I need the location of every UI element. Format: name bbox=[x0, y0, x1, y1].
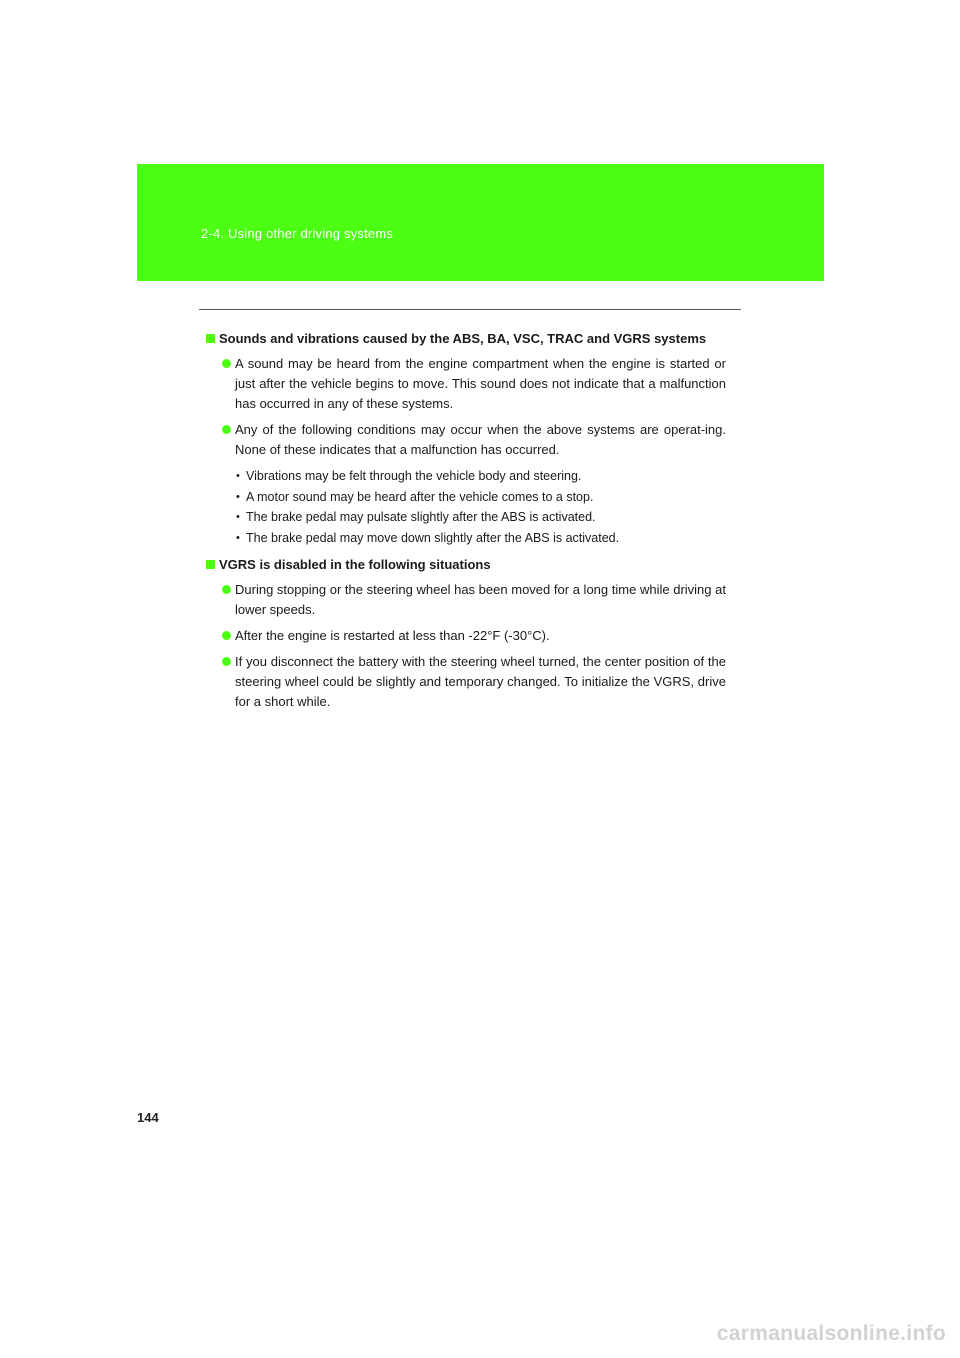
subheading-sounds: Sounds and vibrations caused by the ABS, BA, VSC, TRAC and VGRS systems bbox=[206, 330, 726, 348]
circle-bullet-icon bbox=[222, 657, 231, 666]
square-bullet-icon bbox=[206, 560, 215, 569]
condition-list bbox=[236, 466, 726, 548]
list-item: A sound may be heard from the engine compartment when the engine is started or just after the vehicle begins to move. This sound does not indicate that a malfunction has occurred in any of these systems. bbox=[222, 354, 726, 414]
section-title: 2-4. Using other driving systems bbox=[201, 226, 394, 241]
subheading-vgrs: VGRS is disabled in the following situations bbox=[206, 556, 726, 574]
header-band bbox=[137, 164, 824, 281]
square-bullet-icon bbox=[206, 334, 215, 343]
list-item: If you disconnect the battery with the steering wheel turned, the center position of the steering wheel could be slightly and temporary changed. To initialize the VGRS, drive for a short while. bbox=[222, 652, 726, 712]
page-number: 144 bbox=[137, 1110, 159, 1125]
list-item: Any of the following conditions may occur when the above systems are operat-ing. None of these indicates that a malfunction has occurred. bbox=[222, 420, 726, 460]
circle-bullet-icon bbox=[222, 359, 231, 368]
watermark: carmanualsonline.info bbox=[716, 1322, 946, 1345]
content bbox=[206, 330, 726, 718]
condition-item: • The brake pedal may pulsate slightly after the ABS is activated. bbox=[236, 510, 596, 524]
circle-bullet-icon bbox=[222, 585, 231, 594]
condition-item: • The brake pedal may move down slightly after the ABS is activated. bbox=[236, 530, 620, 545]
circle-bullet-icon bbox=[222, 631, 231, 640]
list-item: During stopping or the steering wheel has been moved for a long time while driving at lower speeds. bbox=[222, 580, 726, 620]
list-item: After the engine is restarted at less than -22°F (-30°C). bbox=[222, 626, 726, 646]
condition-item: • A motor sound may be heard after the vehicle comes to a stop. bbox=[236, 489, 594, 504]
circle-bullet-icon bbox=[222, 425, 231, 434]
condition-item: • Vibrations may be felt through the vehicle body and steering. bbox=[236, 469, 582, 483]
divider bbox=[199, 309, 741, 310]
